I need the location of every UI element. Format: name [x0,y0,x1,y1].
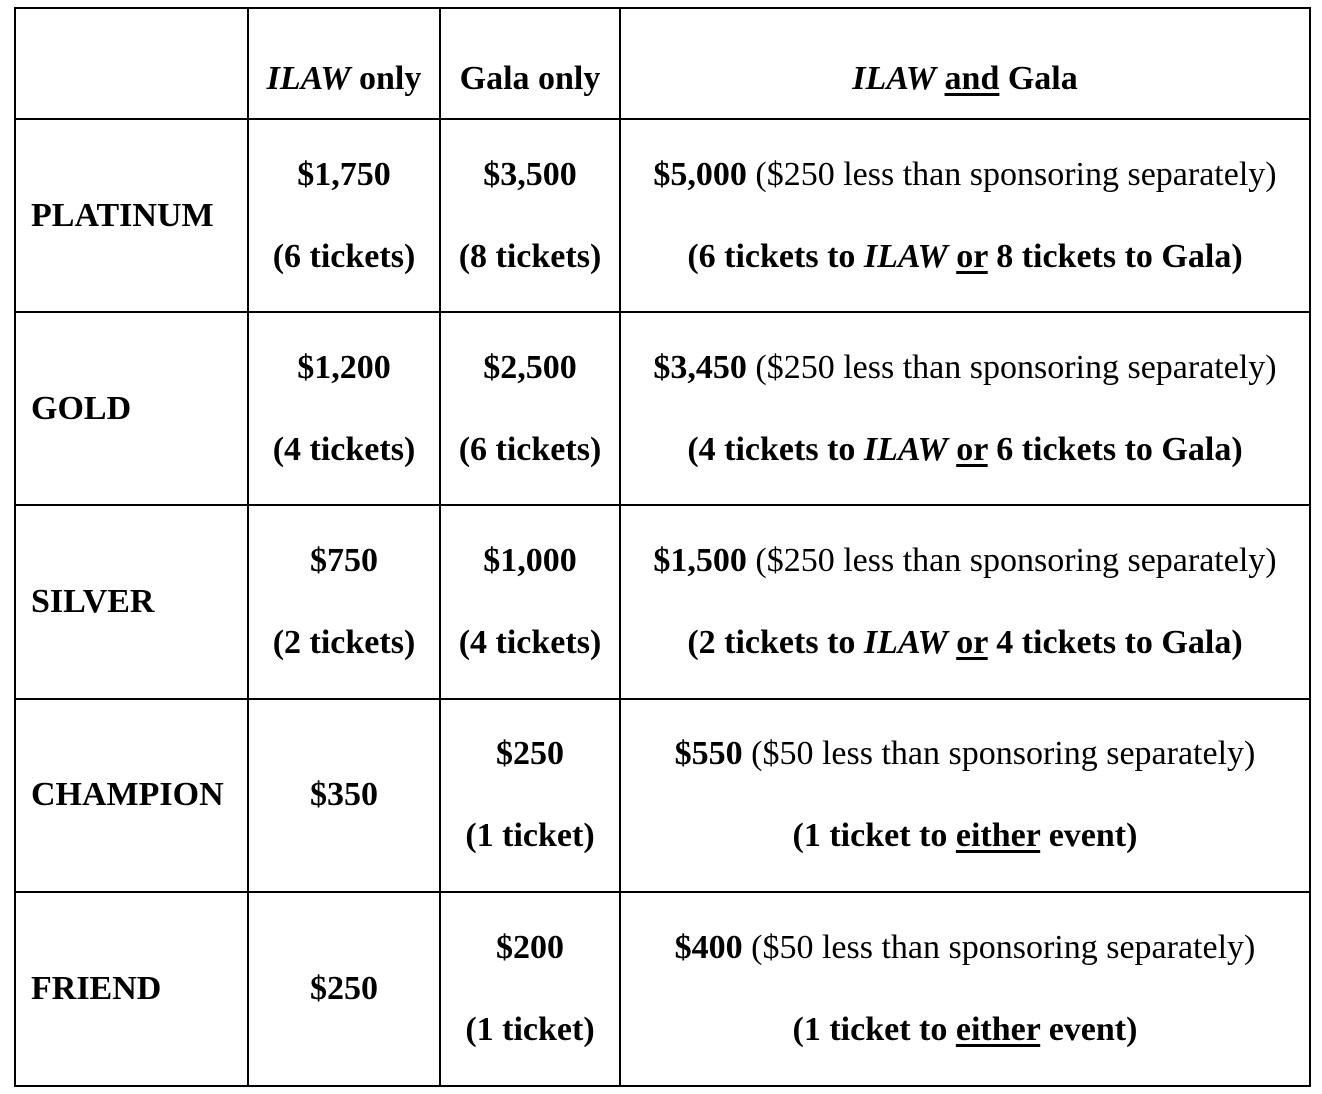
header-row [15,8,1310,119]
header-ilaw-italic: ILAW [266,59,351,97]
both-tickets-or: or [956,624,988,662]
header-ilaw-only-text: only [350,59,422,97]
header-both-gala: Gala [1007,59,1078,97]
both-price: $5,000 [653,155,747,193]
table-row-gold [15,312,1310,505]
both-price: $1,500 [653,542,747,580]
header-empty-cell [15,8,248,119]
both-price: $550 [674,735,743,773]
tier-label: CHAMPION [15,699,248,892]
both-tickets-part1: (1 ticket to [792,1010,956,1048]
ilaw-only-cell [248,505,440,698]
ilaw-price: $350 [310,776,378,814]
header-gala-only: Gala only [440,8,620,119]
both-tickets-part2: 8 tickets to Gala) [996,237,1243,275]
header-ilaw-and-gala [620,8,1310,119]
ilaw-tickets: (2 tickets) [272,624,416,662]
gala-price: $250 [496,735,564,773]
sponsorship-table [14,7,1311,1087]
table-row-platinum [15,119,1310,312]
tier-label: PLATINUM [15,119,248,312]
both-tickets-ilaw: ILAW [863,237,948,275]
both-note: ($250 less than sponsoring separately) [755,348,1277,386]
gala-price: $3,500 [483,155,577,193]
ilaw-price: $750 [310,542,378,580]
table-row-friend [15,892,1310,1086]
both-tickets-or: or [956,430,988,468]
both-tickets-part1: (1 ticket to [792,817,956,855]
header-ilaw-only [248,8,440,119]
both-tickets-ilaw: ILAW [863,624,948,662]
both-tickets-part2: 6 tickets to Gala) [996,430,1243,468]
ilaw-price: $1,200 [297,348,391,386]
both-price: $3,450 [653,348,747,386]
both-tickets-part1: (4 tickets to [687,430,864,468]
gala-price: $200 [496,928,564,966]
both-tickets-part1: (2 tickets to [687,624,864,662]
tier-label: SILVER [15,505,248,698]
both-cell [620,312,1310,505]
gala-only-cell [440,312,620,505]
both-note: ($50 less than sponsoring separately) [751,928,1256,966]
gala-tickets: (6 tickets) [458,430,602,468]
both-tickets-either: either [955,817,1041,855]
both-tickets-part1: (6 tickets to [687,237,864,275]
gala-tickets: (8 tickets) [458,237,602,275]
both-cell [620,699,1310,892]
gala-only-cell [440,699,620,892]
ilaw-price: $250 [310,969,378,1007]
gala-tickets: (1 ticket) [465,817,595,855]
gala-tickets: (1 ticket) [465,1010,595,1048]
table-row-silver [15,505,1310,698]
ilaw-tickets: (4 tickets) [272,430,416,468]
ilaw-only-cell [248,312,440,505]
gala-tickets: (4 tickets) [458,624,602,662]
both-tickets-part2: 4 tickets to Gala) [996,624,1243,662]
gala-price: $2,500 [483,348,577,386]
ilaw-price: $1,750 [297,155,391,193]
ilaw-only-cell [248,892,440,1086]
both-tickets-either: either [955,1010,1041,1048]
table-row-champion [15,699,1310,892]
both-cell [620,505,1310,698]
both-tickets-ilaw: ILAW [863,430,948,468]
both-note: ($50 less than sponsoring separately) [751,735,1256,773]
gala-only-cell [440,505,620,698]
gala-only-cell [440,119,620,312]
both-note: ($250 less than sponsoring separately) [755,155,1277,193]
both-tickets-part2: event) [1040,1010,1138,1048]
gala-only-cell [440,892,620,1086]
ilaw-tickets: (6 tickets) [272,237,416,275]
both-note: ($250 less than sponsoring separately) [755,542,1277,580]
header-both-ilaw: ILAW [852,59,937,97]
both-cell [620,119,1310,312]
gala-price: $1,000 [483,542,577,580]
ilaw-only-cell [248,699,440,892]
both-price: $400 [674,928,743,966]
both-cell [620,892,1310,1086]
tier-label: FRIEND [15,892,248,1086]
both-tickets-part2: event) [1040,817,1138,855]
tier-label: GOLD [15,312,248,505]
ilaw-only-cell [248,119,440,312]
header-both-and: and [944,59,1000,97]
both-tickets-or: or [956,237,988,275]
